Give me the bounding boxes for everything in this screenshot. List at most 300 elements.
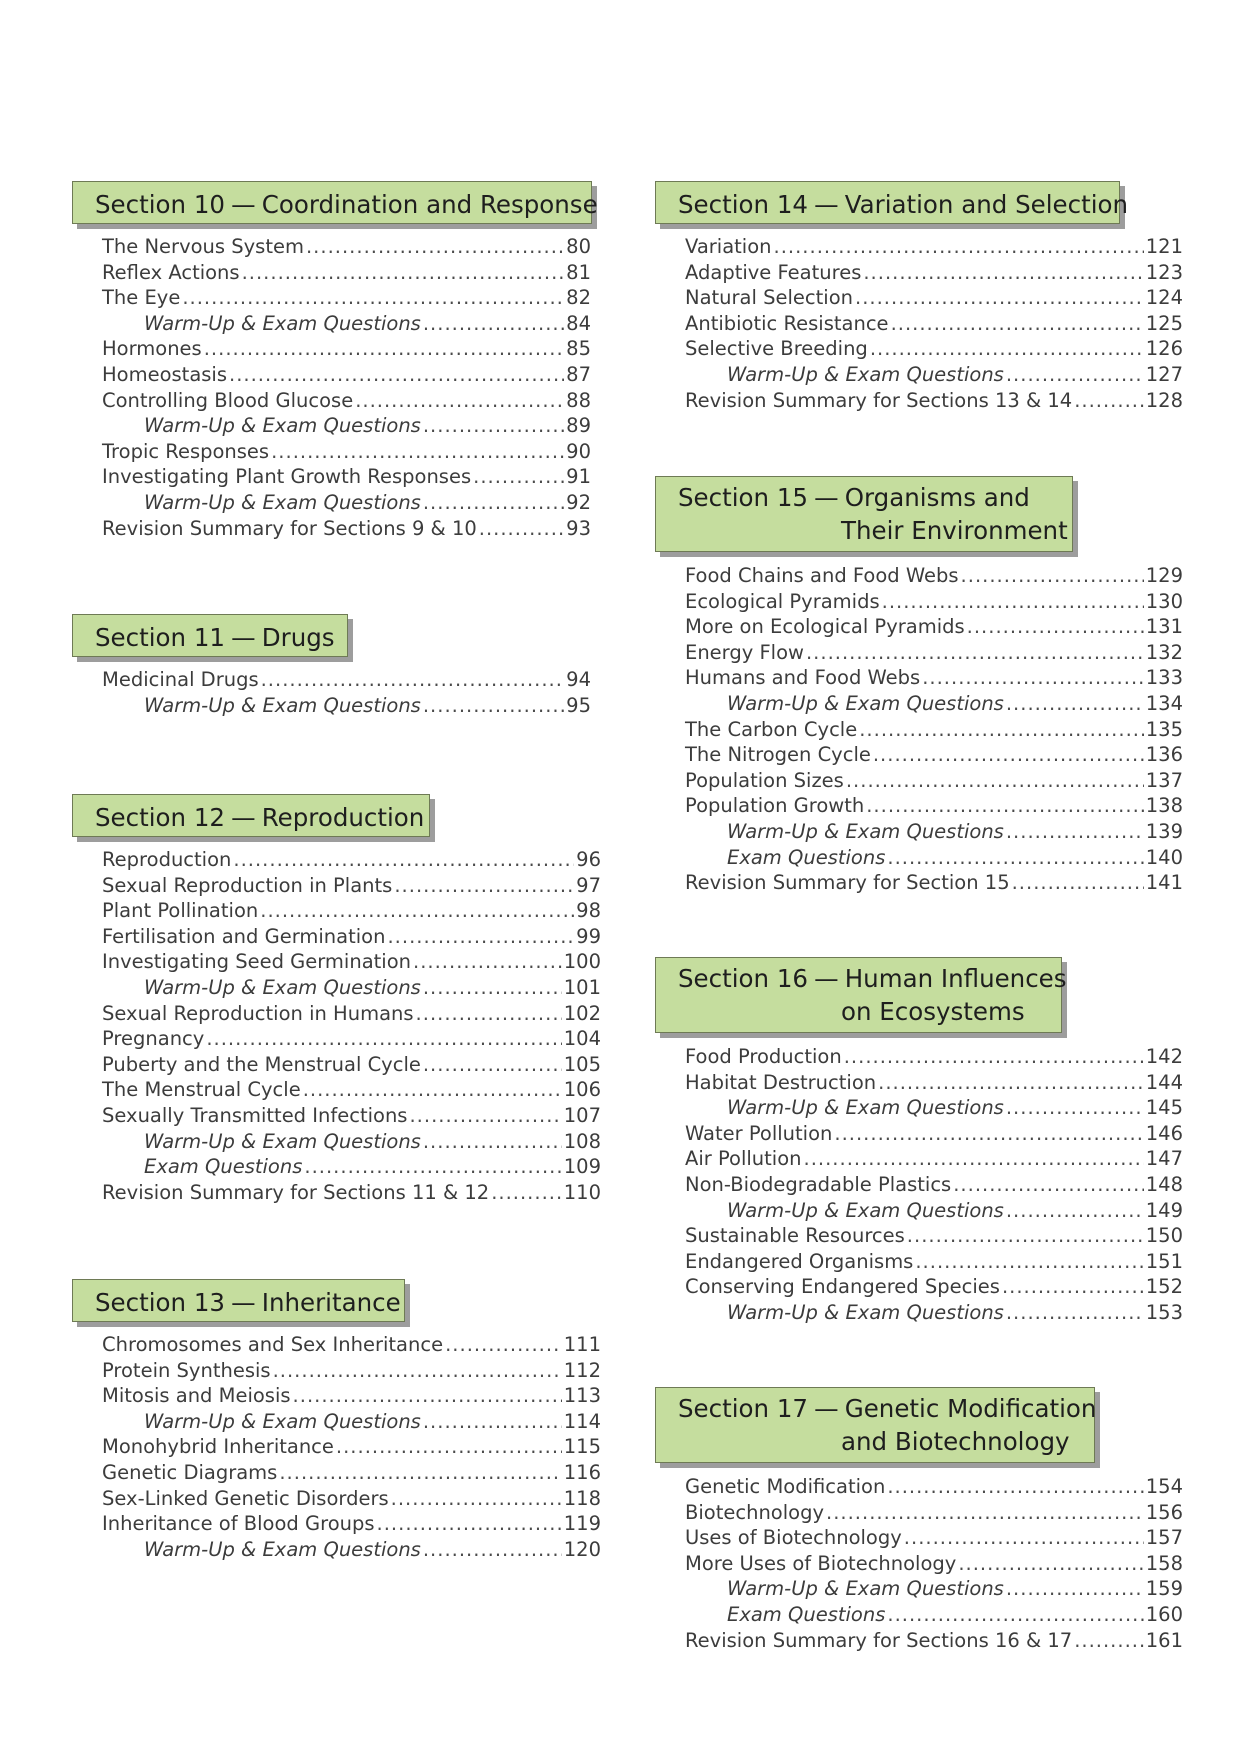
toc-entry[interactable]	[102, 1180, 601, 1206]
entry-title: The Nervous System	[102, 235, 304, 258]
dot-leader	[958, 1551, 1143, 1577]
section-15	[655, 476, 1183, 896]
page-number: 128	[1145, 388, 1183, 412]
entry-title: Adaptive Features	[685, 260, 862, 284]
page-number: 132	[1145, 640, 1183, 664]
section-heading: Section 15 — Organisms and Their Environment	[655, 476, 1073, 552]
entry-title: Energy Flow	[685, 640, 804, 664]
entry-title: Habitat Destruction	[685, 1070, 877, 1094]
dot-leader	[953, 1172, 1144, 1198]
toc-entry[interactable]	[685, 1274, 1183, 1300]
dot-leader	[774, 234, 1144, 260]
entry-title: Water Pollution	[685, 1121, 833, 1145]
dot-leader	[863, 260, 1143, 286]
section-title-line-1: Human Influences	[844, 964, 1067, 993]
dot-leader	[806, 640, 1144, 666]
page-number: 124	[1145, 286, 1183, 310]
page-number: 118	[563, 1486, 601, 1510]
dot-leader	[1006, 1095, 1144, 1121]
section-heading: Section 16 — Human Influences on Ecosystems	[655, 957, 1062, 1033]
toc-entry[interactable]	[685, 234, 1183, 260]
page-number: 158	[1145, 1551, 1183, 1575]
toc-entry[interactable]	[102, 873, 601, 899]
page-number: 156	[1145, 1500, 1183, 1524]
page-number: 140	[1145, 845, 1183, 869]
toc-entry[interactable]	[102, 260, 591, 286]
toc-entry[interactable]	[102, 1103, 601, 1129]
toc-entry[interactable]	[102, 1332, 601, 1358]
dot-leader	[394, 873, 574, 899]
toc-entry[interactable]	[102, 285, 591, 311]
dot-leader	[887, 1602, 1143, 1628]
dot-leader	[915, 1249, 1143, 1275]
toc-entry[interactable]	[685, 311, 1183, 337]
entry-title: Non-Biodegradable Plastics	[685, 1172, 952, 1196]
section-heading: Section 13 — Inheritance	[72, 1279, 405, 1322]
toc-entry[interactable]	[685, 260, 1183, 286]
page-number: 159	[1145, 1577, 1183, 1601]
entry-title: Warm-Up & Exam Questions	[727, 1198, 1004, 1222]
page-number: 87	[566, 362, 591, 386]
page-number: 160	[1145, 1602, 1183, 1626]
toc-entry-questions[interactable]	[102, 311, 591, 337]
dot-leader	[204, 336, 564, 362]
entry-title: Investigating Seed Germination	[102, 950, 412, 974]
toc-entry[interactable]	[685, 336, 1183, 362]
page-number: 136	[1145, 743, 1183, 767]
toc-entry[interactable]	[685, 768, 1183, 794]
page-number: 105	[563, 1052, 601, 1076]
entry-title: Exam Questions	[727, 845, 886, 869]
entry-title: Biotechnology	[685, 1500, 825, 1524]
entry-title: Food Production	[685, 1045, 842, 1068]
toc-entry[interactable]	[102, 362, 591, 388]
toc-entry[interactable]	[102, 1026, 601, 1052]
entry-title: The Menstrual Cycle	[102, 1078, 301, 1102]
toc-entry-questions[interactable]	[685, 845, 1183, 871]
toc-list	[685, 1474, 1183, 1653]
toc-entry[interactable]	[102, 924, 601, 950]
toc-entry[interactable]	[685, 1070, 1183, 1096]
entry-title: Medicinal Drugs	[102, 668, 259, 691]
entry-title: Population Sizes	[685, 768, 844, 792]
toc-entry[interactable]	[685, 1172, 1183, 1198]
toc-entry-questions[interactable]	[685, 691, 1183, 717]
dot-leader	[229, 362, 564, 388]
page-number: 92	[566, 490, 591, 514]
entry-title: Selective Breeding	[685, 337, 868, 361]
toc-entry[interactable]	[102, 949, 601, 975]
page-number: 119	[563, 1512, 601, 1536]
dot-leader	[866, 793, 1144, 819]
toc-entry[interactable]	[685, 742, 1183, 768]
entry-title: Pregnancy	[102, 1027, 205, 1051]
section-title: Drugs	[261, 623, 335, 652]
page-number: 134	[1145, 691, 1183, 715]
toc-entry[interactable]	[102, 336, 591, 362]
entry-title: Tropic Responses	[102, 439, 270, 463]
entry-title: Uses of Biotechnology	[685, 1526, 902, 1550]
toc-list	[685, 563, 1183, 896]
section-title: Variation and Selection	[844, 190, 1129, 219]
entry-title: Warm-Up & Exam Questions	[727, 362, 1004, 386]
entry-title: The Eye	[102, 286, 181, 310]
page-number: 133	[1145, 666, 1183, 690]
page-number: 99	[576, 924, 601, 948]
page-number: 94	[566, 668, 591, 691]
dot-leader	[233, 847, 574, 873]
dot-leader	[491, 1180, 562, 1206]
section-label: Section 11	[95, 623, 225, 652]
page-number: 101	[563, 975, 601, 999]
page-number: 157	[1145, 1526, 1183, 1550]
page-number: 161	[1145, 1628, 1183, 1652]
toc-entry[interactable]	[102, 388, 591, 414]
page-number: 147	[1145, 1147, 1183, 1171]
entry-title: Plant Pollination	[102, 899, 259, 923]
section-13	[72, 1279, 601, 1562]
entry-title: Warm-Up & Exam Questions	[727, 1300, 1004, 1324]
page-number: 127	[1145, 362, 1183, 386]
entry-title: Inheritance of Blood Groups	[102, 1512, 375, 1536]
toc-entry-questions[interactable]	[685, 819, 1183, 845]
toc-entry-questions[interactable]	[685, 1198, 1183, 1224]
entry-title: Revision Summary for Sections 11 & 12	[102, 1180, 490, 1204]
dot-leader	[887, 1474, 1143, 1500]
page-number: 130	[1145, 589, 1183, 613]
toc-entry-questions[interactable]	[102, 1154, 601, 1180]
entry-title: Warm-Up & Exam Questions	[144, 693, 421, 717]
toc-entry[interactable]	[685, 1146, 1183, 1172]
page-number: 93	[566, 516, 591, 540]
toc-entry[interactable]	[102, 1052, 601, 1078]
entry-title: Warm-Up & Exam Questions	[727, 1577, 1004, 1601]
dot-leader	[387, 924, 574, 950]
entry-title: Fertilisation and Germination	[102, 924, 386, 948]
toc-entry[interactable]	[685, 1525, 1183, 1551]
section-label: Section 17	[678, 1394, 808, 1423]
page-number: 100	[563, 950, 601, 974]
entry-title: Population Growth	[685, 794, 865, 818]
entry-title: Controlling Blood Glucose	[102, 388, 354, 412]
entry-title: Conserving Endangered Species	[685, 1275, 1000, 1299]
section-title: Coordination and Response	[261, 190, 598, 219]
section-label: Section 14	[678, 190, 808, 219]
toc-entry[interactable]	[102, 1358, 601, 1384]
dot-leader	[409, 1103, 561, 1129]
page-number: 96	[576, 848, 601, 871]
dot-leader	[303, 1077, 562, 1103]
toc-entry-questions[interactable]	[102, 1129, 601, 1155]
dot-leader	[260, 898, 574, 924]
page-number: 98	[576, 899, 601, 923]
page-number: 84	[566, 311, 591, 335]
toc-entry[interactable]	[102, 667, 591, 693]
page-number: 110	[563, 1180, 601, 1204]
page-number: 90	[566, 439, 591, 463]
toc-entry-questions[interactable]	[102, 1537, 601, 1563]
toc-entry[interactable]	[685, 614, 1183, 640]
toc-entry-questions[interactable]	[102, 1409, 601, 1435]
dot-leader	[293, 1383, 562, 1409]
section-heading: Section 14 — Variation and Selection	[655, 181, 1120, 224]
dot-leader	[1006, 1576, 1144, 1602]
entry-title: Chromosomes and Sex Inheritance	[102, 1333, 444, 1356]
page-number: 120	[563, 1537, 601, 1561]
entry-title: Warm-Up & Exam Questions	[144, 1129, 421, 1153]
entry-title: Air Pollution	[685, 1147, 802, 1171]
section-heading: Section 10 — Coordination and Response	[72, 181, 592, 224]
page-number: 107	[563, 1103, 601, 1127]
entry-title: Mitosis and Meiosis	[102, 1384, 291, 1408]
entry-title: Warm-Up & Exam Questions	[727, 1096, 1004, 1120]
page-number: 144	[1145, 1070, 1183, 1094]
page-number: 102	[563, 1001, 601, 1025]
dot-leader	[907, 1223, 1144, 1249]
entry-title: Exam Questions	[144, 1155, 303, 1179]
toc-entry[interactable]	[685, 1474, 1183, 1500]
toc-entry[interactable]	[102, 1486, 601, 1512]
page-number: 108	[563, 1129, 601, 1153]
entry-title: Sex-Linked Genetic Disorders	[102, 1486, 389, 1510]
entry-title: Natural Selection	[685, 286, 853, 310]
toc-entry[interactable]	[685, 285, 1183, 311]
dot-leader	[967, 614, 1144, 640]
entry-title: Endangered Organisms	[685, 1249, 914, 1273]
section-heading: Section 11 — Drugs	[72, 614, 348, 657]
page-number: 151	[1145, 1249, 1183, 1273]
page-number: 104	[563, 1027, 601, 1051]
toc-entry[interactable]	[102, 1460, 601, 1486]
page-number: 154	[1145, 1475, 1183, 1498]
toc-entry-questions[interactable]	[685, 362, 1183, 388]
entry-title: Warm-Up & Exam Questions	[727, 819, 1004, 843]
page-number: 81	[566, 260, 591, 284]
page-number: 113	[563, 1384, 601, 1408]
dot-leader	[423, 1537, 562, 1563]
section-title-line-2: Their Environment	[841, 516, 1068, 545]
entry-title: Exam Questions	[727, 1602, 886, 1626]
entry-title: Genetic Diagrams	[102, 1460, 278, 1484]
dot-leader	[873, 742, 1144, 768]
entry-title: Warm-Up & Exam Questions	[727, 691, 1004, 715]
toc-entry-questions[interactable]	[102, 413, 591, 439]
entry-title: Genetic Modification	[685, 1475, 886, 1498]
entry-title: Homeostasis	[102, 362, 228, 386]
dot-leader	[423, 311, 564, 337]
section-title: Reproduction	[261, 803, 425, 832]
page-number: 142	[1145, 1045, 1183, 1068]
dot-leader	[261, 667, 565, 693]
toc-entry-questions[interactable]	[685, 1300, 1183, 1326]
toc-entry-questions[interactable]	[685, 1576, 1183, 1602]
toc-list	[685, 234, 1183, 413]
dot-leader	[304, 1154, 561, 1180]
entry-title: Sustainable Resources	[685, 1224, 905, 1248]
page-number: 135	[1145, 717, 1183, 741]
entry-title: Sexually Transmitted Infections	[102, 1103, 408, 1127]
page-number: 145	[1145, 1096, 1183, 1120]
section-title-line-2: on Ecosystems	[841, 997, 1025, 1026]
page-number: 114	[563, 1409, 601, 1433]
page-number: 106	[563, 1078, 601, 1102]
toc-entry-questions[interactable]	[685, 1602, 1183, 1628]
entry-title: Revision Summary for Sections 13 & 14	[685, 388, 1073, 412]
section-label: Section 12	[95, 803, 225, 832]
dot-leader	[826, 1500, 1144, 1526]
page-number: 146	[1145, 1121, 1183, 1145]
dot-leader	[242, 260, 565, 286]
entry-title: Revision Summary for Sections 16 & 17	[685, 1628, 1073, 1652]
toc-entry-questions[interactable]	[685, 1095, 1183, 1121]
toc-entry[interactable]	[685, 1121, 1183, 1147]
toc-entry[interactable]	[685, 1628, 1183, 1654]
page-number: 148	[1145, 1172, 1183, 1196]
page-number: 97	[576, 873, 601, 897]
entry-title: Sexual Reproduction in Humans	[102, 1001, 414, 1025]
entry-title: Warm-Up & Exam Questions	[144, 975, 421, 999]
entry-title: Revision Summary for Sections 9 & 10	[102, 516, 477, 540]
dot-leader	[922, 665, 1144, 691]
page-number: 95	[566, 693, 591, 717]
dot-leader	[870, 336, 1144, 362]
section-11	[72, 614, 592, 718]
toc-entry[interactable]	[685, 640, 1183, 666]
dot-leader	[206, 1026, 561, 1052]
section-title: Inheritance	[261, 1288, 401, 1317]
dot-leader	[479, 516, 564, 542]
toc-entry-questions[interactable]	[102, 975, 601, 1001]
page-number: 112	[563, 1358, 601, 1382]
page-number: 138	[1145, 794, 1183, 818]
dot-leader	[423, 975, 562, 1001]
entry-title: Warm-Up & Exam Questions	[144, 414, 421, 438]
page-number: 126	[1145, 337, 1183, 361]
page-number: 82	[566, 286, 591, 310]
page-number: 131	[1145, 615, 1183, 639]
toc-entry[interactable]	[102, 1511, 601, 1537]
toc-entry[interactable]	[102, 1077, 601, 1103]
page-number: 129	[1145, 564, 1183, 587]
toc-entry[interactable]	[685, 665, 1183, 691]
page-number: 115	[563, 1435, 601, 1459]
page-number: 80	[566, 235, 591, 258]
toc-entry[interactable]	[102, 516, 591, 542]
section-title-line-2: and Biotechnology	[841, 1427, 1070, 1456]
dot-leader	[1006, 819, 1144, 845]
entry-title: Reflex Actions	[102, 260, 240, 284]
dot-leader	[377, 1511, 562, 1537]
dot-leader	[1006, 362, 1144, 388]
section-title-line-1: Genetic Modification	[844, 1394, 1097, 1423]
entry-title: Food Chains and Food Webs	[685, 564, 959, 587]
toc-entry[interactable]	[102, 1434, 601, 1460]
entry-title: Revision Summary for Section 15	[685, 871, 1010, 895]
entry-title: Ecological Pyramids	[685, 589, 880, 613]
page-number: 152	[1145, 1275, 1183, 1299]
toc-entry[interactable]	[102, 1383, 601, 1409]
toc-entry[interactable]	[102, 898, 601, 924]
section-16	[655, 957, 1183, 1326]
entry-title: Variation	[685, 235, 772, 258]
dot-leader	[1006, 1198, 1144, 1224]
dot-leader	[844, 1044, 1144, 1070]
toc-entry[interactable]	[102, 439, 591, 465]
toc-list	[102, 667, 591, 718]
dot-leader	[279, 1460, 561, 1486]
entry-title: Warm-Up & Exam Questions	[144, 1537, 421, 1561]
page-number: 125	[1145, 311, 1183, 335]
section-label: Section 13	[95, 1288, 225, 1317]
section-12	[72, 794, 601, 1205]
section-heading: Section 17 — Genetic Modification and Biotechnology	[655, 1387, 1095, 1463]
dot-leader	[846, 768, 1144, 794]
page-number: 150	[1145, 1224, 1183, 1248]
toc-entry[interactable]	[685, 717, 1183, 743]
entry-title: Antibiotic Resistance	[685, 311, 889, 335]
dot-leader	[271, 439, 564, 465]
page-number: 109	[563, 1155, 601, 1179]
section-label: Section 15	[678, 483, 808, 512]
toc-entry[interactable]	[685, 1249, 1183, 1275]
toc-entry[interactable]	[685, 1044, 1183, 1070]
dot-leader	[804, 1146, 1144, 1172]
toc-entry[interactable]	[102, 464, 591, 490]
entry-title: More Uses of Biotechnology	[685, 1551, 957, 1575]
toc-entry[interactable]	[685, 1223, 1183, 1249]
entry-title: Humans and Food Webs	[685, 666, 921, 690]
toc-entry[interactable]	[685, 870, 1183, 896]
toc-entry[interactable]	[685, 1500, 1183, 1526]
section-label: Section 16	[678, 964, 808, 993]
toc-entry[interactable]	[102, 234, 591, 260]
toc-entry-questions[interactable]	[102, 490, 591, 516]
toc-entry[interactable]	[685, 1551, 1183, 1577]
dot-leader	[336, 1434, 562, 1460]
toc-entry[interactable]	[685, 589, 1183, 615]
page-number: 89	[566, 414, 591, 438]
entry-title: Sexual Reproduction in Plants	[102, 873, 393, 897]
toc-entry-questions[interactable]	[102, 693, 591, 719]
dot-leader	[1006, 1300, 1144, 1326]
dot-leader	[413, 949, 562, 975]
page-number: 116	[563, 1460, 601, 1484]
entry-title: The Carbon Cycle	[685, 717, 858, 741]
toc-entry[interactable]	[102, 847, 601, 873]
dot-leader	[961, 563, 1144, 589]
dot-leader	[1002, 1274, 1144, 1300]
dot-leader	[306, 234, 564, 260]
toc-list	[102, 847, 601, 1205]
toc-entry[interactable]	[685, 793, 1183, 819]
entry-title: More on Ecological Pyramids	[685, 615, 965, 639]
dot-leader	[1074, 388, 1144, 414]
entry-title: Warm-Up & Exam Questions	[144, 1409, 421, 1433]
section-label: Section 10	[95, 190, 225, 219]
page-number: 137	[1145, 768, 1183, 792]
entry-title: Warm-Up & Exam Questions	[144, 490, 421, 514]
toc-entry[interactable]	[685, 388, 1183, 414]
entry-title: Puberty and the Menstrual Cycle	[102, 1052, 421, 1076]
entry-title: Protein Synthesis	[102, 1358, 271, 1382]
dot-leader	[273, 1358, 562, 1384]
toc-entry[interactable]	[102, 1001, 601, 1027]
toc-entry[interactable]	[685, 563, 1183, 589]
entry-title: Warm-Up & Exam Questions	[144, 311, 421, 335]
entry-title: Reproduction	[102, 848, 232, 871]
dot-leader	[887, 845, 1143, 871]
dot-leader	[423, 490, 564, 516]
